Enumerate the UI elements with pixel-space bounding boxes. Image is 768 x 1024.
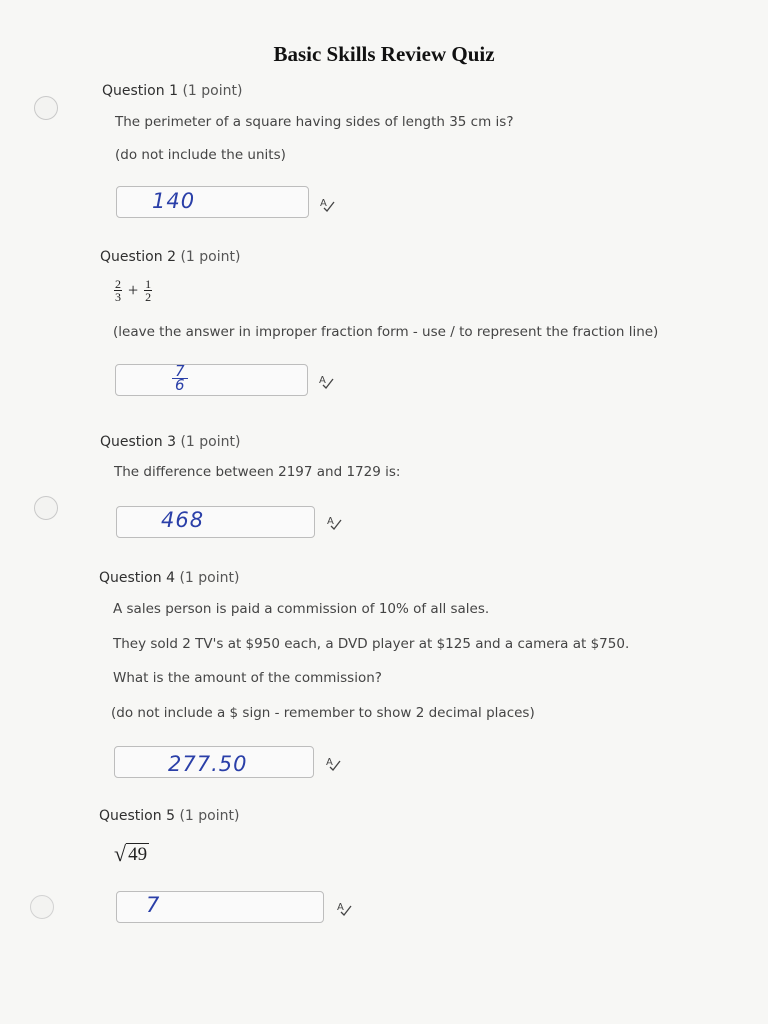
question-points: (1 point) xyxy=(179,570,240,586)
question-label: Question 1 xyxy=(102,83,178,99)
punch-hole-icon xyxy=(34,496,58,520)
page-title: Basic Skills Review Quiz xyxy=(273,42,495,66)
spellcheck-icon[interactable] xyxy=(318,373,334,389)
svg-text:A: A xyxy=(320,198,327,209)
question-label: Question 4 xyxy=(99,570,175,586)
question-1-text: The perimeter of a square having sides of length 35 cm is? xyxy=(115,114,514,130)
spellcheck-icon[interactable] xyxy=(325,755,341,771)
question-points: (1 point) xyxy=(182,83,243,99)
question-label: Question 2 xyxy=(100,249,176,265)
spellcheck-icon[interactable] xyxy=(336,900,352,916)
answer-input-2[interactable] xyxy=(115,364,308,396)
answer-1-value: 140 xyxy=(152,189,196,213)
question-1-header xyxy=(102,83,242,99)
svg-text:A: A xyxy=(327,516,334,527)
question-3-header xyxy=(100,434,240,450)
svg-text:A: A xyxy=(319,375,326,386)
question-4-line-1: A sales person is paid a commission of 10% of all sales. xyxy=(113,601,490,617)
question-3-text: The difference between 2197 and 1729 is: xyxy=(114,464,401,480)
answer-input-3[interactable] xyxy=(116,506,315,538)
svg-text:A: A xyxy=(337,902,344,913)
question-1-note: (do not include the units) xyxy=(115,147,286,163)
punch-hole-icon xyxy=(30,895,54,919)
question-4-line-2: They sold 2 TV's at $950 each, a DVD player at $125 and a camera at $750. xyxy=(113,636,630,652)
question-2-header xyxy=(100,249,240,265)
answer-4-value: 277.50 xyxy=(168,752,248,776)
question-label: Question 3 xyxy=(100,434,176,450)
question-4-line-3: What is the amount of the commission? xyxy=(113,670,382,686)
answer-input-1[interactable] xyxy=(116,186,309,218)
question-points: (1 point) xyxy=(179,808,240,824)
question-2-note: (leave the answer in improper fraction form - use / to represent the fraction line) xyxy=(113,324,659,340)
answer-5-value: 7 xyxy=(146,893,161,917)
spellcheck-icon[interactable] xyxy=(326,514,342,530)
answer-3-value: 468 xyxy=(161,508,205,532)
square-root: √ 49 xyxy=(114,841,148,866)
question-label: Question 5 xyxy=(99,808,175,824)
question-4-header xyxy=(99,570,239,586)
answer-2-value: $\frac{7}{6}$ xyxy=(172,365,188,392)
fraction: $\frac{2}{3}$ xyxy=(115,277,121,304)
question-5-header xyxy=(99,808,239,824)
spellcheck-icon[interactable] xyxy=(319,196,335,212)
svg-text:A: A xyxy=(326,757,333,768)
punch-hole-icon xyxy=(34,96,58,120)
question-points: (1 point) xyxy=(180,434,241,450)
fraction: $\frac{1}{2}$ xyxy=(145,277,152,304)
question-points: (1 point) xyxy=(180,249,241,265)
question-4-line-4: (do not include a $ sign - remember to show 2 decimal places) xyxy=(111,705,535,721)
question-5-expression xyxy=(114,843,149,866)
question-2-expression: $\frac{2}{3}$ + $\frac{1}{2}$ xyxy=(115,277,152,304)
